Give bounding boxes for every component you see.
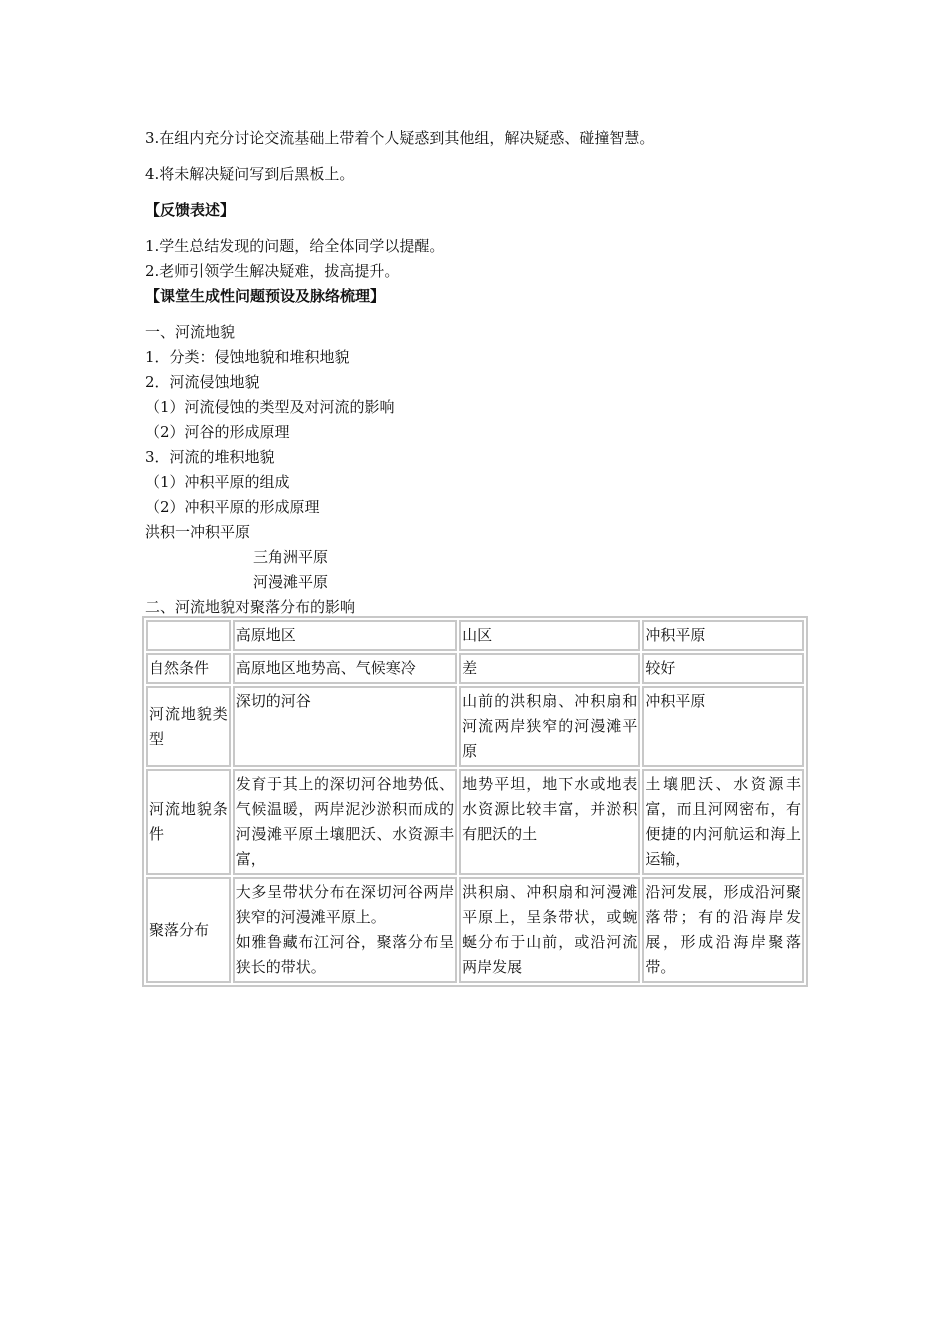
outline-heading: 【课堂生成性问题预设及脉络梳理】: [145, 287, 386, 305]
step-3: 3.在组内充分讨论交流基础上带着个人疑惑到其他组，解决疑惑、碰撞智慧。: [145, 129, 655, 147]
table-cell: 山前的洪积扇、冲积扇和河流两岸狭窄的河漫滩平原: [459, 686, 640, 767]
table-row: [146, 877, 804, 983]
table-cell: 差: [459, 653, 640, 684]
outline-line: （1）河流侵蚀的类型及对河流的影响: [145, 398, 395, 416]
row-label: 自然条件: [146, 653, 231, 684]
outline-line: 2．河流侵蚀地貌: [145, 373, 260, 391]
header-cell: 冲积平原: [642, 620, 804, 651]
settlement-table: [142, 616, 808, 987]
feedback-item-1: 1.学生总结发现的问题，给全体同学以提醒。: [145, 237, 445, 255]
outline-line: 1．分类：侵蚀地貌和堆积地貌: [145, 348, 350, 366]
table-cell: 冲积平原: [642, 686, 804, 767]
outline-line: 3．河流的堆积地貌: [145, 448, 275, 466]
table-row: [146, 653, 804, 684]
table-cell: 土壤肥沃、水资源丰富，而且河网密布，有便捷的内河航运和海上运输，: [642, 769, 804, 875]
row-label: 聚落分布: [146, 877, 231, 983]
row-label: 河流地貌类型: [146, 686, 231, 767]
table-cell: 洪积扇、冲积扇和河漫滩平原上，呈条带状，或蜿蜒分布于山前，或沿河流两岸发展: [459, 877, 640, 983]
outline-line: （1）冲积平原的组成: [145, 473, 290, 491]
outline-line: 三角洲平原: [253, 548, 329, 566]
table-header-row: [146, 620, 804, 651]
step-4: 4.将未解决疑问写到后黑板上。: [145, 165, 355, 183]
row-label: 河流地貌条件: [146, 769, 231, 875]
table-cell: 沿河发展，形成沿河聚落带；有的沿海岸发展，形成沿海岸聚落带。: [642, 877, 804, 983]
outline-line: （2）河谷的形成原理: [145, 423, 290, 441]
outline-line: 洪积一冲积平原: [145, 523, 251, 541]
outline-line: 二、河流地貌对聚落分布的影响: [145, 598, 356, 616]
outline-line: （2）冲积平原的形成原理: [145, 498, 320, 516]
table-cell: 发育于其上的深切河谷地势低、气候温暖，两岸泥沙淤积而成的河漫滩平原土壤肥沃、水资源丰富，: [233, 769, 457, 875]
header-cell: 高原地区: [233, 620, 457, 651]
table-row: [146, 769, 804, 875]
table-cell: 高原地区地势高、气候寒冷: [233, 653, 457, 684]
table-cell: 较好: [642, 653, 804, 684]
feedback-heading: 【反馈表述】: [145, 201, 236, 219]
table-cell: 地势平坦，地下水或地表水资源比较丰富，并淤积有肥沃的土: [459, 769, 640, 875]
header-cell: [146, 620, 231, 651]
table-cell: 深切的河谷: [233, 686, 457, 767]
outline-line: 一、河流地貌: [145, 323, 236, 341]
header-cell: 山区: [459, 620, 640, 651]
feedback-item-2: 2.老师引领学生解决疑难，拔高提升。: [145, 262, 400, 280]
table-row: [146, 686, 804, 767]
outline-line: 河漫滩平原: [253, 573, 329, 591]
table-cell: 大多呈带状分布在深切河谷两岸狭窄的河漫滩平原上。 如雅鲁藏布江河谷，聚落分布呈狭长的带状。: [233, 877, 457, 983]
